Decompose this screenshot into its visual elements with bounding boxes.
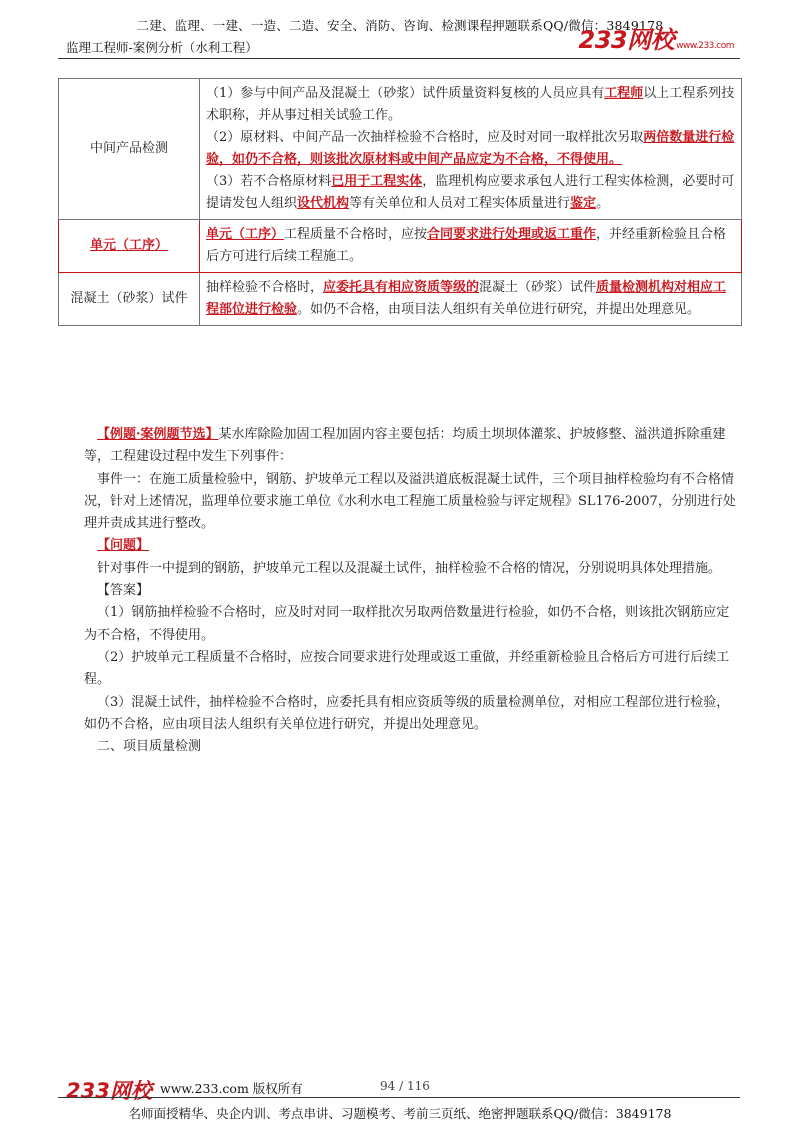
case-example <box>84 424 742 758</box>
event-one: 事件一：在施工质量检验中，钢筋、护坡单元工程以及溢洪道底板混凝土试件，三个项目抽样检验均有不合格情况，针对上述情况，监理单位要求施工单位《水利水电工程施工质量检验与评定规程》SL176-2007，分别进行处理并责成其进行整改。 <box>84 471 736 532</box>
header-contact-line: 二建、监理、一建、一造、二造、安全、消防、咨询、检测课程押题联系QQ/微信：3849178 <box>136 18 664 33</box>
answer-item: （3）混凝土试件，抽样检验不合格时，应委托具有相应资质等级的质量检测单位，对相应工程部位进行检验，如仍不合格，应由项目法人组织有关单位进行研究，并提出处理意见。 <box>84 694 730 732</box>
footer-contact-line: 名师面授精华、央企内训、考点串讲、习题模考、考前三页纸、绝密押题联系QQ/微信：3849178 <box>128 1106 672 1121</box>
brand-logo: 233网校 www.233.com <box>578 26 734 54</box>
row-label: 中间产品检测 <box>59 79 200 220</box>
row-label: 单元（工序） <box>59 220 200 273</box>
question-tag: 【问题】 <box>97 538 150 554</box>
list-item: （1）参与中间产品及混凝土（砂浆）试件质量资料复核的人员应具有工程师以上工程系列技术职称，并从事过相关试验工作。 <box>206 86 735 123</box>
footer-site: www.233.com 版权所有 <box>160 1081 303 1096</box>
list-item: （2）原材料、中间产品一次抽样检验不合格时，应及时对同一取样批次另取两倍数量进行检验，如仍不合格，则该批次原材料或中间产品应定为不合格，不得使用。 <box>206 130 735 167</box>
page-number: 94 / 116 <box>380 1079 430 1093</box>
table-row <box>59 220 742 273</box>
footer-logo: 233网校 <box>66 1079 152 1103</box>
answer-item: （1）钢筋抽样检验不合格时，应及时对同一取样批次另取两倍数量进行检验，如仍不合格，则该批次钢筋应定为不合格，不得使用。 <box>84 605 730 643</box>
list-item: （3）若不合格原材料已用于工程实体，监理机构应要求承包人进行工程实体检测，必要时可提请发包人组织设代机构等有关单位和人员对工程实体质量进行鉴定。 <box>206 174 735 211</box>
answer-item: （2）护坡单元工程质量不合格时，应按合同要求进行处理或返工重做，并经重新检验且合格后方可进行后续工程。 <box>84 649 730 688</box>
header-divider <box>58 58 740 59</box>
question-text: 针对事件一中提到的钢筋，护坡单元工程以及混凝土试件，抽样检验不合格的情况，分别说明具体处理措施。 <box>97 560 722 576</box>
document-subtitle: 监理工程师-案例分析（水利工程） <box>66 40 258 55</box>
example-intro: 【例题·案例题节选】某水库除险加固工程加固内容主要包括：均质土坝坝体灌浆、护坡修整、溢洪道拆除重建等，工程建设过程中发生下列事件： <box>84 427 726 465</box>
section-heading: 二、项目质量检测 <box>97 739 202 755</box>
footer-divider <box>58 1097 740 1098</box>
row-label: 混凝土（砂浆）试件 <box>59 273 200 326</box>
quality-check-table <box>58 78 742 326</box>
row-content: 单元（工序）工程质量不合格时，应按合同要求进行处理或返工重作，并经重新检验且合格后方可进行后续工程施工。 <box>200 220 742 273</box>
table-row <box>59 273 742 326</box>
row-content <box>200 79 742 220</box>
answer-tag: 【答案】 <box>97 583 150 599</box>
row-content: 抽样检验不合格时，应委托具有相应资质等级的混凝土（砂浆）试件质量检测机构对相应工程部位进行检验。如仍不合格，由项目法人组织有关单位进行研究，并提出处理意见。 <box>200 273 742 326</box>
table-row <box>59 79 742 220</box>
